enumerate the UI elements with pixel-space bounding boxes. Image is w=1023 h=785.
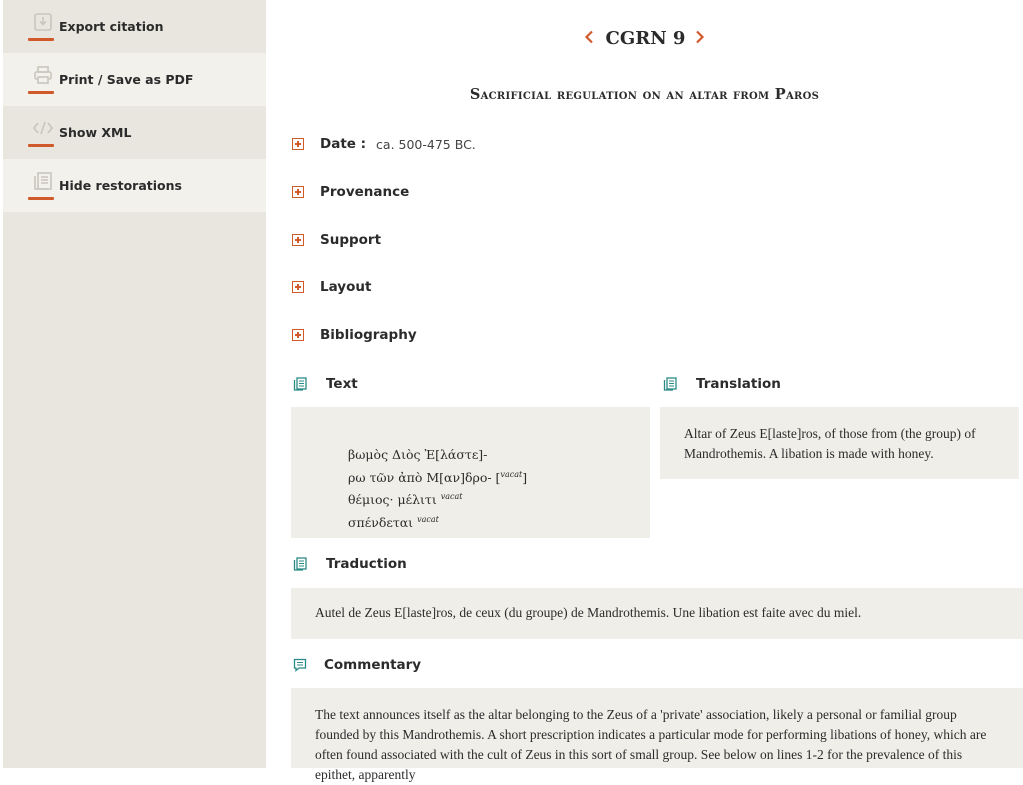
sidebar	[3, 0, 266, 768]
date-label: Date :	[320, 136, 367, 152]
commentary-box	[291, 688, 1023, 782]
accent-underline	[28, 144, 54, 147]
print-pdf-label: Print / Save as PDF	[59, 72, 194, 87]
expand-plus-icon	[292, 329, 304, 341]
hide-restorations-button[interactable]	[3, 159, 266, 212]
text-line: θέμιος· μέλιτι $^{vacat}$	[348, 492, 463, 507]
text-section-header	[293, 376, 358, 392]
translation-section-label: Translation	[696, 376, 781, 392]
next-record-button[interactable]	[695, 28, 705, 49]
comment-icon	[293, 658, 307, 672]
expand-plus-icon	[292, 138, 304, 150]
vacat-mark: vacat	[417, 514, 439, 524]
greek-text-box	[291, 407, 650, 538]
show-xml-button[interactable]	[3, 106, 266, 159]
date-value: ca. 500-475 BC.	[376, 136, 476, 152]
traduction-text: Autel de Zeus E[laste]ros, de ceux (du groupe) de Mandrothemis. Une libation est faite avec du miel.	[315, 605, 862, 620]
text-line: ρω τῶν ἀπὸ Μ[αν]δρο- [$^{vacat}$]	[348, 469, 528, 485]
accent-underline	[28, 197, 54, 200]
page-title	[266, 28, 1023, 49]
hide-restorations-label: Hide restorations	[59, 178, 182, 193]
code-icon	[31, 118, 55, 138]
provenance-toggle[interactable]	[292, 182, 409, 202]
expand-plus-icon	[292, 234, 304, 246]
show-xml-label: Show XML	[59, 125, 132, 140]
document-icon	[663, 377, 677, 391]
accent-underline	[28, 38, 54, 41]
record-id: CGRN 9	[605, 28, 686, 49]
document-icon	[31, 171, 55, 191]
layout-label: Layout	[320, 279, 372, 295]
provenance-label: Provenance	[320, 184, 410, 200]
commentary-section-label: Commentary	[324, 657, 422, 673]
translation-section-header	[663, 376, 781, 392]
bibliography-label: Bibliography	[320, 327, 417, 343]
greek-text	[348, 445, 527, 532]
traduction-section-label: Traduction	[326, 556, 407, 572]
layout-toggle[interactable]	[292, 277, 371, 297]
translation-text: Altar of Zeus E[laste]ros, of those from (the group) of Mandrothemis. A libation is made with honey.	[684, 426, 976, 461]
bibliography-toggle[interactable]	[292, 325, 417, 345]
main-content	[266, 0, 1023, 782]
export-citation-button[interactable]	[3, 0, 266, 53]
chevron-right-icon	[695, 30, 705, 44]
record-subtitle: Sacrificial regulation on an altar from Paros	[469, 86, 820, 103]
text-section-label: Text	[326, 376, 358, 392]
print-pdf-button[interactable]	[3, 53, 266, 106]
accent-underline	[28, 91, 54, 94]
traduction-box	[291, 588, 1023, 639]
translation-box	[660, 407, 1019, 479]
printer-icon	[31, 65, 55, 85]
document-icon	[293, 377, 307, 391]
traduction-section-header	[293, 556, 407, 572]
date-toggle[interactable]	[292, 134, 476, 154]
chevron-left-icon	[584, 30, 594, 44]
vacat-mark: vacat	[440, 492, 463, 501]
export-citation-label: Export citation	[59, 19, 164, 34]
commentary-text: The text announces itself as the altar belonging to the Zeus of a 'private' association, likely a personal or familial group founded by this Mandrothemis. A short prescription indicates a particular mode for performing libations of honey, which are often found associated with the cult of Zeus in this sort of small group. See below on lines 1-2 for the prevalence of this epithet, apparently	[315, 707, 987, 782]
text-line: σπένδεται $^{vacat}$	[348, 514, 439, 530]
previous-record-button[interactable]	[584, 28, 594, 49]
support-toggle[interactable]	[292, 230, 381, 250]
download-icon	[31, 12, 55, 32]
text-line: βωμὸς Διὸς Ἐ[λάστε]-	[348, 447, 488, 462]
commentary-section-header	[293, 657, 421, 673]
expand-plus-icon	[292, 281, 304, 293]
support-label: Support	[320, 232, 382, 248]
expand-plus-icon	[292, 186, 304, 198]
document-icon	[293, 557, 307, 571]
vacat-mark: vacat	[500, 469, 523, 479]
